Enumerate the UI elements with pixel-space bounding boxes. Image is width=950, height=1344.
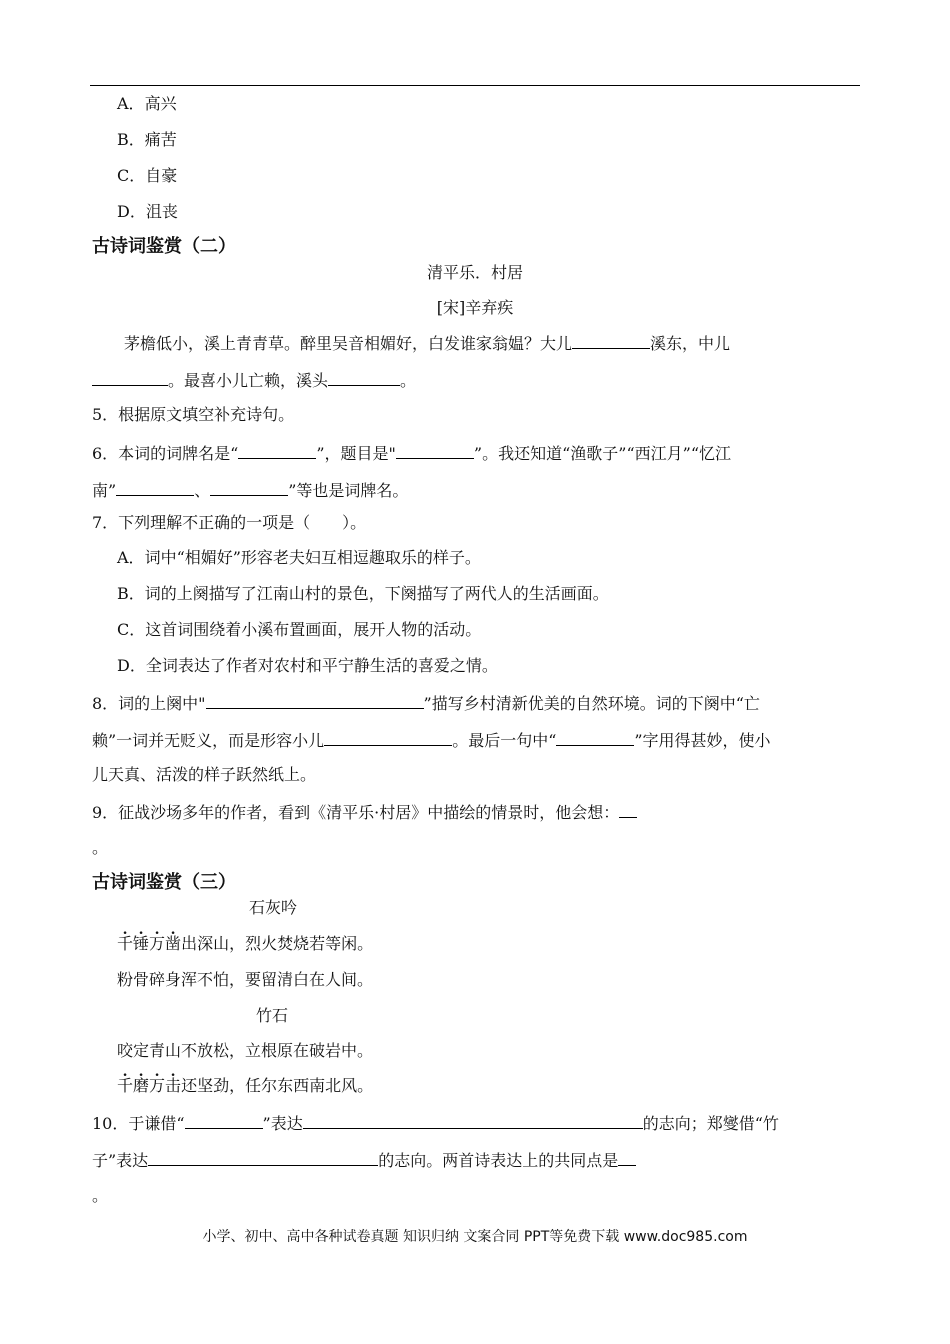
blank[interactable] bbox=[303, 1112, 643, 1129]
blank[interactable] bbox=[618, 1149, 636, 1166]
blank[interactable] bbox=[324, 729, 452, 746]
question-8-cont: 赖”一词并无贬义，而是形容小儿 。最后一句中“ ”字用得甚妙，使小 bbox=[92, 731, 771, 750]
q4-option-b: B．痛苦 bbox=[117, 130, 177, 149]
poem2-line-2: 千磨万击还坚劲，任尔东西南北风。 bbox=[117, 1076, 374, 1095]
poem1-line-1: 千锤万凿出深山，烈火焚烧若等闲。 bbox=[117, 934, 374, 953]
blank[interactable] bbox=[148, 1149, 378, 1166]
q7-option-d: D．全词表达了作者对农村和平宁静生活的喜爱之情。 bbox=[117, 656, 498, 675]
blank[interactable] bbox=[619, 801, 637, 818]
footer-text: 小学、初中、高中各种试卷真题 知识归纳 文案合同 PPT等免费下载 www.doc985.com bbox=[202, 1229, 748, 1245]
q7-option-c: C．这首词围绕着小溪布置画面，展开人物的活动。 bbox=[117, 620, 482, 639]
blank[interactable] bbox=[92, 369, 168, 386]
section-heading-2: 古诗词鉴赏（二） bbox=[92, 236, 236, 257]
header-rule bbox=[90, 85, 860, 86]
poem-line-1: 茅檐低小，溪上青青草。醉里吴音相媚好，白发谁家翁媪？大儿 溪东，中儿 bbox=[124, 334, 731, 353]
section-heading-3: 古诗词鉴赏（三） bbox=[92, 872, 236, 893]
blank[interactable] bbox=[572, 332, 650, 349]
blank[interactable] bbox=[556, 729, 634, 746]
poem2-line-1: 咬定青山不放松，立根原在破岩中。 bbox=[117, 1041, 374, 1060]
q4-option-c: C．自豪 bbox=[117, 166, 178, 185]
question-5: 5．根据原文填空补充诗句。 bbox=[92, 405, 295, 424]
question-10-end: 。 bbox=[92, 1186, 109, 1205]
blank[interactable] bbox=[328, 369, 400, 386]
blank[interactable] bbox=[210, 479, 288, 496]
poem-line-2: 。最喜小儿亡赖，溪头 。 bbox=[92, 369, 416, 391]
q7-option-b: B．词的上阕描写了江南山村的景色，下阕描写了两代人的生活画面。 bbox=[117, 584, 609, 603]
blank[interactable] bbox=[396, 442, 474, 459]
blank[interactable] bbox=[206, 692, 424, 709]
poem-title: 清平乐．村居 bbox=[426, 263, 523, 282]
poem-author: [宋]辛弃疾 bbox=[436, 298, 514, 317]
question-6-cont: 南” 、 ”等也是词牌名。 bbox=[92, 481, 409, 500]
question-10: 10．于谦借“ ”表达 的志向；郑燮借“竹 bbox=[92, 1114, 779, 1133]
blank[interactable] bbox=[185, 1112, 263, 1129]
question-8: 8．词的上阕中" ”描写乡村清新优美的自然环境。词的下阕中“亡 bbox=[92, 694, 760, 713]
poem2-title: 竹石 bbox=[256, 1006, 289, 1025]
question-7: 7．下列理解不正确的一项是（ ）。 bbox=[92, 513, 367, 532]
poem1-title: 石灰吟 bbox=[249, 898, 298, 917]
question-6: 6．本词的词牌名是“ ”，题目是" ”。我还知道“渔歌子”“西江月”“忆江 bbox=[92, 444, 732, 463]
question-10-cont: 子”表达 的志向。两首诗表达上的共同点是 bbox=[92, 1149, 636, 1171]
question-9: 9．征战沙场多年的作者，看到《清平乐·村居》中描绘的情景时，他会想： bbox=[92, 801, 637, 823]
blank[interactable] bbox=[238, 442, 316, 459]
question-9-end: 。 bbox=[92, 838, 109, 857]
q4-option-a: A．高兴 bbox=[117, 94, 177, 113]
q7-option-a: A．词中“相媚好”形容老夫妇互相逗趣取乐的样子。 bbox=[117, 548, 481, 567]
poem1-line-2: 粉骨碎身浑不怕，要留清白在人间。 bbox=[117, 970, 374, 989]
blank[interactable] bbox=[116, 479, 194, 496]
question-8-cont-2: 儿天真、活泼的样子跃然纸上。 bbox=[92, 765, 317, 784]
q4-option-d: D．沮丧 bbox=[117, 202, 178, 221]
